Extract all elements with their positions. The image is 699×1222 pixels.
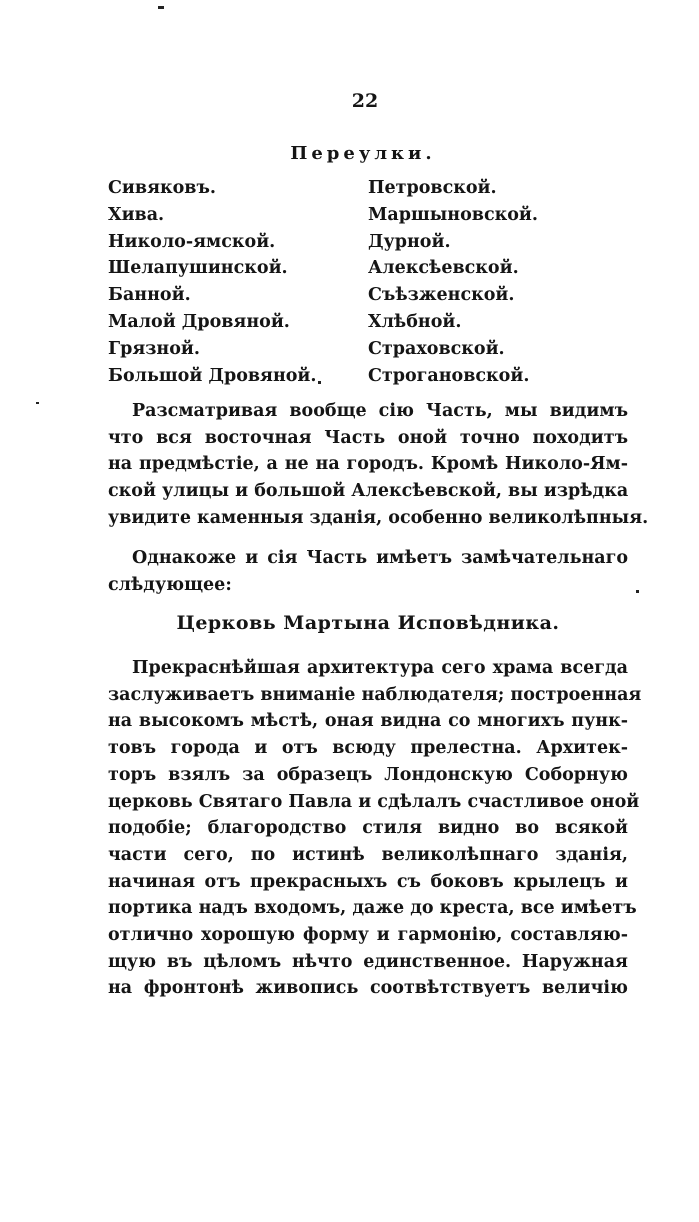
paragraph-church xyxy=(108,655,642,1002)
church-heading: Церковь Мартына Исповѣдника. xyxy=(176,612,560,634)
text-line: отлично хорошую форму и гармонію, составляю- xyxy=(108,925,628,946)
text-line: на высокомъ мѣстѣ, оная видна со многихъ пунк- xyxy=(108,711,628,732)
text-line: заслуживаетъ вниманіе наблюдателя; построенная xyxy=(108,684,642,705)
lane-row xyxy=(108,202,628,229)
ink-speck xyxy=(636,590,639,593)
paragraph-overview xyxy=(108,398,649,532)
paragraph-notable xyxy=(108,545,628,598)
lane-left: Грязной. xyxy=(108,338,200,359)
ink-speck xyxy=(158,6,164,9)
lanes-list xyxy=(108,175,628,389)
text-line: начиная отъ прекрасныхъ съ боковъ крылецъ и xyxy=(108,871,628,892)
lane-row xyxy=(108,255,628,282)
lane-left: Банной. xyxy=(108,285,191,306)
lane-right: Дурной. xyxy=(368,231,451,252)
text-line: торъ взялъ за образецъ Лондонскую Соборную xyxy=(108,764,628,785)
page-number: 22 xyxy=(351,90,379,112)
text-line: церковь Святаго Павла и сдѣлалъ счастливое оной xyxy=(108,791,640,812)
lane-row xyxy=(108,175,628,202)
lane-right: Съѣзженской. xyxy=(368,285,515,306)
lane-left: Хива. xyxy=(108,204,165,225)
lane-left: Малой Дровяной. xyxy=(108,311,290,332)
lane-row xyxy=(108,363,628,390)
lane-right: Страховской. xyxy=(368,338,505,359)
lane-left: Большой Дровяной. xyxy=(108,365,317,386)
lane-row xyxy=(108,336,628,363)
text-line: что вся восточная Часть оной точно походитъ xyxy=(108,427,628,448)
lane-left: Николо-ямской. xyxy=(108,231,276,252)
ink-speck xyxy=(36,402,39,404)
text-line: части сего, по истинѣ великолѣпнаго зданія, xyxy=(108,844,628,865)
text-line: портика надъ входомъ, даже до креста, все имѣетъ xyxy=(108,898,637,919)
lane-right: Петровской. xyxy=(368,178,497,198)
lane-right: Маршыновской. xyxy=(368,204,538,225)
text-line: на фронтонѣ живопись соотвѣтствуетъ величію xyxy=(108,978,628,999)
text-line: Разсматривая вообще сію Часть, мы видимъ xyxy=(132,401,628,421)
lane-left: Шелапушинской. xyxy=(108,258,288,279)
text-line: слѣдующее: xyxy=(108,574,232,595)
text-line: на предмѣстіе, а не на городъ. Кромѣ Николо-Ям- xyxy=(108,454,628,475)
section-title: Переулки. xyxy=(290,143,436,164)
lane-right: Алексѣевской. xyxy=(368,258,519,279)
lane-row xyxy=(108,309,628,336)
text-line: увидите каменныя зданія, особенно великолѣпныя. xyxy=(108,507,649,528)
text-line: щую въ цѣломъ нѣчто единственное. Наружная xyxy=(108,951,628,972)
lane-left: Сивяковъ. xyxy=(108,178,216,198)
text-line: Однакоже и сія Часть имѣетъ замѣчательнаго xyxy=(132,548,628,568)
lane-right: Хлѣбной. xyxy=(368,311,462,332)
lane-row xyxy=(108,229,628,256)
text-line: подобіе; благородство стиля видно во всякой xyxy=(108,818,628,839)
text-line: товъ города и отъ всюду прелестна. Архитек- xyxy=(108,738,628,759)
text-line: Прекраснѣйшая архитектура сего храма всегда xyxy=(132,658,628,678)
text-line: ской улицы и большой Алексѣевской, вы изрѣдка xyxy=(108,481,629,502)
lane-row xyxy=(108,282,628,309)
lane-right: Строгановской. xyxy=(368,365,530,386)
